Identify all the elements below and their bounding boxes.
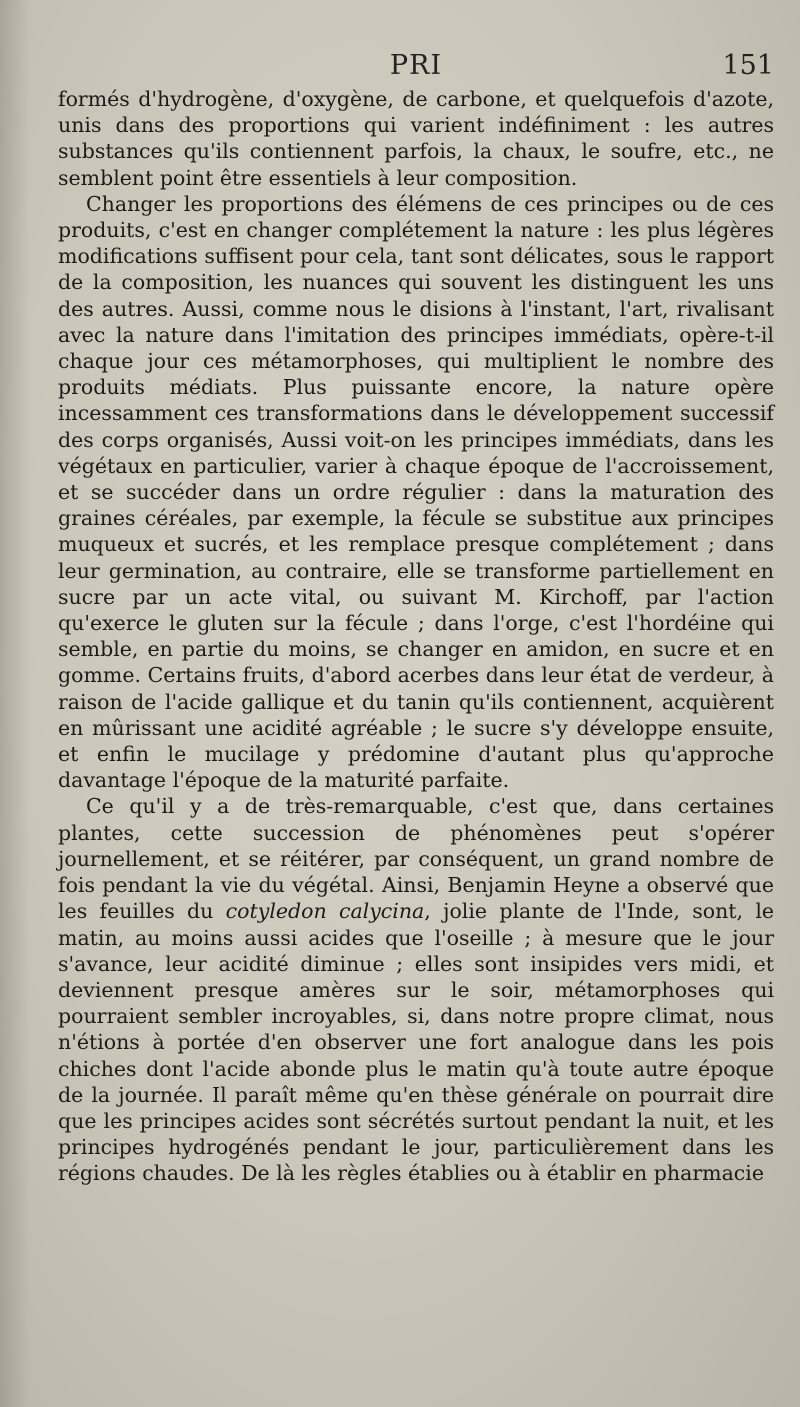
paragraph-1: formés d'hydrogène, d'oxygène, de carbone, et quelquefois d'azote, unis dans des proportions qui varient indéfiniment : les autres substances qu'ils contiennent parfois, la chaux, le soufre, etc., ne semblent point être essentiels à leur composition. xyxy=(58,87,774,190)
paragraph-3-start: Ce qu'il y a de très-remarquable, c'est que, dans certaines plantes, cette succession de phénomènes peut s'opérer journellement, et se réitérer, par conséquent, un grand nombre de fois pendant la vie du végétal. Ainsi, Benjamin Heyne a observé que les feuilles du xyxy=(58,794,774,924)
page-number: 151 xyxy=(722,50,774,81)
paragraph-2: Changer les proportions des élémens de ces principes ou de ces produits, c'est en changer complétement la nature : les plus légères modifications suffisent pour cela, tant sont délicates, sous le rapport de la composition, les nuances qui souvent les distinguent les uns des autres. Aussi, comme nous le disions à l'instant, l'art, rivalisant avec la nature dans l'imitation des principes immédiats, opère-t-il chaque jour ces métamorphoses, qui multiplient le nombre des produits médiats. Plus puissante encore, la nature opère incessamment ces transformations dans le développement successif des corps organisés, Aussi voit-on les principes immédiats, dans les végétaux en particulier, varier à chaque époque de l'accroissement, et se succéder dans un ordre régulier : dans la maturation des graines céréales, par exemple, la fécule se substitue aux principes muqueux et sucrés, et les remplace presque complétement ; dans leur germination, au contraire, elle se transforme partiellement en sucre par un acte vital, ou suivant M. Kirchoff, par l'action qu'exerce le gluten sur la fécule ; dans l'orge, c'est l'hordéine qui semble, en partie du moins, se changer en amidon, en sucre et en gomme. Certains fruits, d'abord acerbes dans leur état de verdeur, à raison de l'acide gallique et du tanin qu'ils contiennent, acquièrent en mûrissant une acidité agréable ; le sucre s'y développe ensuite, et enfin le mucilage y prédomine d'autant plus qu'approche davantage l'époque de la maturité parfaite. xyxy=(58,191,774,793)
page-header xyxy=(58,50,774,90)
running-title: PRI xyxy=(389,50,443,81)
spine-shadow xyxy=(0,0,30,1407)
species-name: cotyledon calycina xyxy=(225,899,425,924)
paragraph-3 xyxy=(58,793,774,1186)
paragraph-3-end: , jolie plante de l'Inde, sont, le matin, au moins aussi acides que l'oseille ; à mesure que le jour s'avance, leur acidité diminue ; elles sont insipides vers midi, et deviennent presque amères sur le soir, métamorphoses qui pourraient sembler incroyables, si, dans notre propre climat, nous n'étions à portée d'en observer une fort analogue dans les pois chiches dont l'acide abonde plus le matin qu'à toute autre époque de la journée. Il paraît même qu'en thèse générale on pourrait dire que les principes acides sont sécrétés surtout pendant la nuit, et les principes hydrogénés pendant le jour, particulièrement dans les régions chaudes. De là les règles établies ou à établir en pharmacie xyxy=(58,899,775,1186)
body-text xyxy=(58,86,774,1187)
